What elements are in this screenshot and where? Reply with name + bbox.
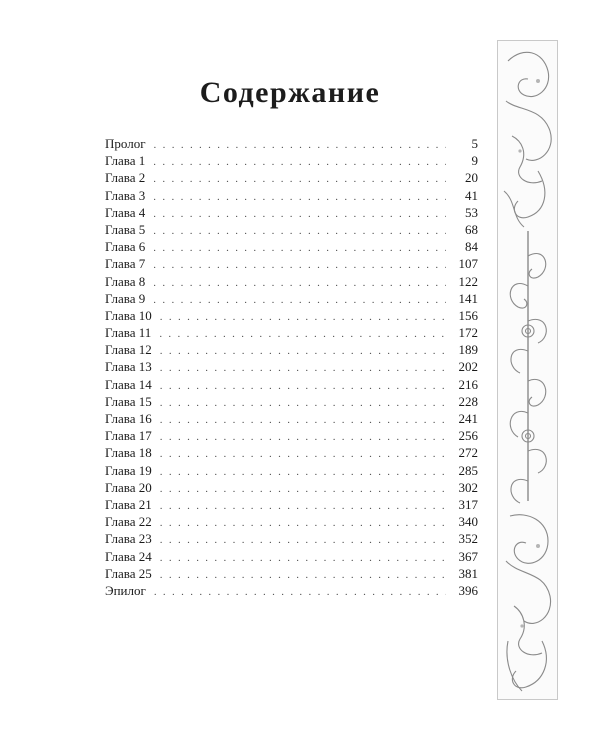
toc-dot-leader <box>155 326 446 343</box>
toc-entry-page-number: 367 <box>458 548 478 564</box>
toc-entry[interactable] <box>105 479 478 496</box>
toc-entry[interactable] <box>105 204 478 221</box>
toc-entry[interactable] <box>105 341 478 358</box>
toc-entry[interactable] <box>105 393 478 410</box>
toc-entry[interactable] <box>105 462 478 479</box>
toc-entry-title: Глава 8 <box>105 273 146 289</box>
toc-entry-title: Глава 4 <box>105 204 146 220</box>
toc-entry-page-number: 68 <box>465 221 478 237</box>
toc-dot-leader <box>156 412 446 429</box>
toc-entry-title: Глава 17 <box>105 428 152 444</box>
toc-dot-leader <box>156 550 446 567</box>
toc-entry-title: Глава 24 <box>105 548 152 564</box>
toc-dot-leader <box>149 206 446 223</box>
toc-entry-title: Глава 18 <box>105 445 152 461</box>
toc-entry-page-number: 381 <box>458 565 478 581</box>
toc-entry[interactable] <box>105 152 478 169</box>
toc-entry-title: Глава 2 <box>105 170 146 186</box>
toc-entry-page-number: 216 <box>458 376 478 392</box>
toc-dot-leader <box>156 343 446 360</box>
toc-entry-title: Глава 6 <box>105 239 146 255</box>
toc-entry-page-number: 396 <box>458 582 478 598</box>
toc-entry-title: Глава 15 <box>105 393 152 409</box>
toc-entry-title: Глава 7 <box>105 256 146 272</box>
toc-entry-page-number: 317 <box>458 496 478 512</box>
toc-dot-leader <box>156 464 446 481</box>
toc-dot-leader <box>156 429 446 446</box>
toc-entry[interactable] <box>105 273 478 290</box>
toc-entry[interactable] <box>105 307 478 324</box>
toc-entry[interactable] <box>105 548 478 565</box>
toc-entry-page-number: 53 <box>465 204 478 220</box>
toc-entry[interactable] <box>105 324 478 341</box>
toc-entry[interactable] <box>105 135 478 152</box>
page-title: Содержание <box>199 76 381 110</box>
toc-entry-page-number: 241 <box>458 411 478 426</box>
toc-entry-page-number: 84 <box>465 239 478 255</box>
toc-entry-page-number: 5 <box>471 136 478 151</box>
toc-entry-title: Глава 9 <box>105 290 146 306</box>
toc-entry-title: Эпилог <box>105 582 146 598</box>
toc-entry-title: Глава 14 <box>105 376 152 392</box>
toc-dot-leader <box>156 481 446 498</box>
toc-entry-page-number: 340 <box>458 514 478 530</box>
toc-dot-leader <box>149 223 446 240</box>
toc-entry-title: Глава 19 <box>105 462 152 478</box>
toc-entry-title: Глава 25 <box>105 565 152 581</box>
toc-entry-title: Глава 12 <box>105 342 152 358</box>
toc-entry-title: Глава 16 <box>105 411 152 426</box>
toc-entry-title: Пролог <box>105 136 146 151</box>
toc-entry-page-number: 107 <box>458 256 478 272</box>
toc-entry[interactable] <box>105 427 478 444</box>
toc-dot-leader <box>150 584 446 601</box>
toc-dot-leader <box>156 446 446 463</box>
toc-entry-title: Глава 13 <box>105 359 152 375</box>
toc-entry-page-number: 228 <box>458 393 478 409</box>
toc-entry[interactable] <box>105 238 478 255</box>
toc-entry-page-number: 156 <box>458 307 478 323</box>
toc-entry[interactable] <box>105 582 478 599</box>
toc-entry-title: Глава 10 <box>105 307 152 323</box>
toc-entry[interactable] <box>105 565 478 582</box>
toc-entry[interactable] <box>105 255 478 272</box>
toc-entry[interactable] <box>105 530 478 547</box>
toc-entry[interactable] <box>105 169 478 186</box>
toc-dot-leader <box>149 240 446 257</box>
toc-dot-leader <box>149 154 446 171</box>
toc-entry-title: Глава 23 <box>105 531 152 547</box>
toc-dot-leader <box>149 292 446 309</box>
toc-dot-leader <box>150 137 446 154</box>
toc-entry-title: Глава 20 <box>105 479 152 495</box>
toc-entry[interactable] <box>105 290 478 307</box>
toc-dot-leader <box>149 189 446 206</box>
toc-entry-page-number: 9 <box>471 153 478 169</box>
toc-dot-leader <box>156 515 446 532</box>
toc-entry-title: Глава 5 <box>105 221 146 237</box>
toc-entry-title: Глава 11 <box>105 325 152 341</box>
toc-entry-page-number: 41 <box>465 187 478 203</box>
toc-entry-title: Глава 1 <box>105 153 146 169</box>
toc-entry-title: Глава 3 <box>105 187 146 203</box>
toc-entry-title: Глава 22 <box>105 514 152 530</box>
toc-entry[interactable] <box>105 376 478 393</box>
toc-entry-page-number: 256 <box>458 428 478 444</box>
floral-border-ornament-icon <box>497 40 558 700</box>
toc-entry[interactable] <box>105 444 478 461</box>
toc-entry[interactable] <box>105 513 478 530</box>
toc-entry[interactable] <box>105 358 478 375</box>
toc-entry[interactable] <box>105 410 478 427</box>
toc-entry[interactable] <box>105 496 478 513</box>
toc-entry-page-number: 141 <box>458 290 478 306</box>
toc-entry-page-number: 352 <box>458 531 478 547</box>
toc-entry-page-number: 285 <box>458 462 478 478</box>
toc-dot-leader <box>156 498 446 515</box>
toc-entry-page-number: 302 <box>458 479 478 495</box>
toc-entry-page-number: 20 <box>465 170 478 186</box>
toc-dot-leader <box>156 309 446 326</box>
toc-entry-title: Глава 21 <box>105 496 152 512</box>
toc-entry-page-number: 189 <box>458 342 478 358</box>
toc-dot-leader <box>156 360 446 377</box>
toc-dot-leader <box>149 257 446 274</box>
toc-dot-leader <box>156 532 446 549</box>
toc-dot-leader <box>149 275 446 292</box>
table-of-contents <box>105 135 478 599</box>
toc-entry-page-number: 122 <box>458 273 478 289</box>
toc-entry[interactable] <box>105 187 478 204</box>
toc-entry-page-number: 272 <box>458 445 478 461</box>
toc-dot-leader <box>149 171 446 188</box>
toc-dot-leader <box>156 395 446 412</box>
toc-entry-page-number: 172 <box>458 325 478 341</box>
toc-entry-page-number: 202 <box>458 359 478 375</box>
toc-dot-leader <box>156 378 446 395</box>
toc-entry[interactable] <box>105 221 478 238</box>
toc-dot-leader <box>156 567 446 584</box>
